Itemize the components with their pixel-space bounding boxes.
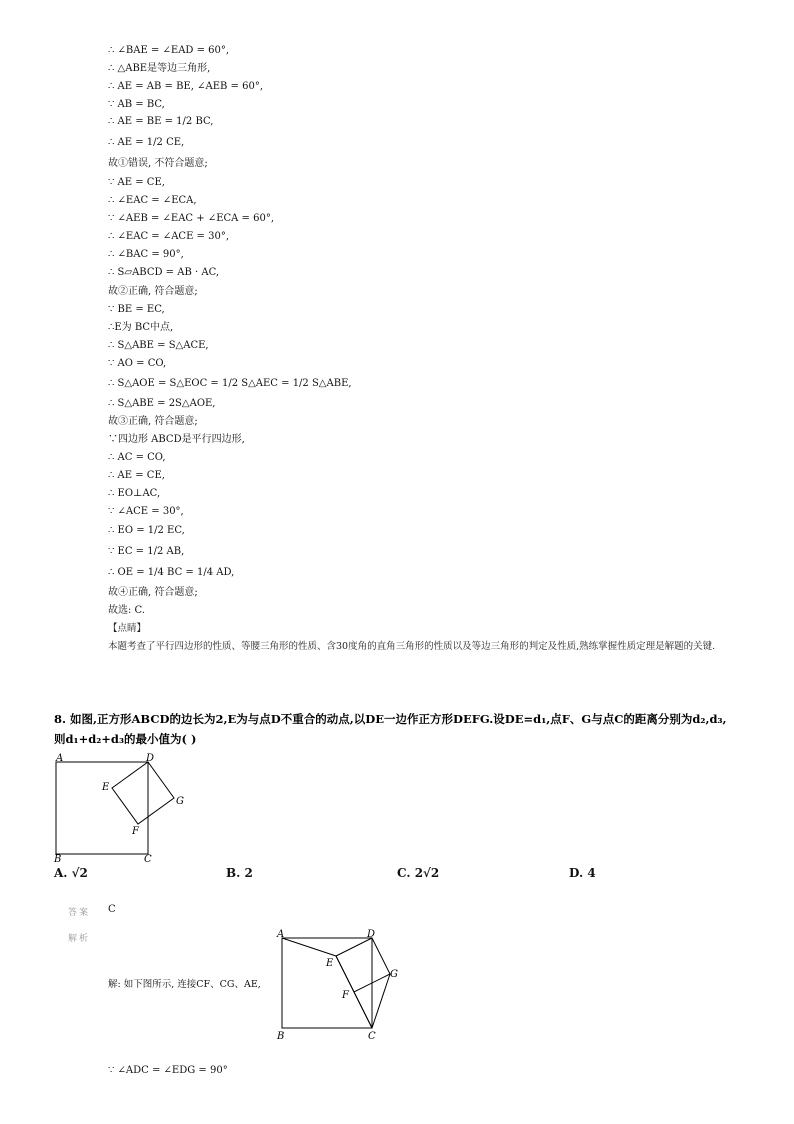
solution-line: ∴ OE = 1/4 BC = 1/4 AD, (108, 567, 235, 578)
analysis-label: 解析 (68, 934, 91, 944)
fig1-label-d: D (146, 753, 155, 764)
solution-line: ∴ AC = CO, (108, 452, 166, 463)
fig1-label-e: E (102, 782, 110, 793)
solution-line: ∵四边形 ABCD是平行四边形, (108, 434, 245, 445)
last-line: ∵ ∠ADC = ∠EDG = 90° (108, 1065, 228, 1076)
solution-line: ∵ EC = 1/2 AB, (108, 546, 185, 557)
fig1-label-c: C (144, 854, 152, 864)
solution-line: 故选: C. (108, 605, 146, 616)
solution-line: ∴ S△ABE = S△ACE, (108, 340, 209, 351)
fig2-label-g: G (390, 969, 398, 980)
solution-line: ∴ AE = CE, (108, 470, 165, 481)
solution-line: ∴ S△AOE = S△EOC = 1/2 S△AEC = 1/2 S△ABE, (108, 378, 352, 389)
solution-line: ∵ AE = CE, (108, 177, 165, 188)
fig1-label-g: G (176, 796, 184, 807)
answer-label: 答案 (68, 908, 91, 918)
fig2-label-a: A (277, 929, 285, 940)
solution-line: ∵ BE = EC, (108, 304, 165, 315)
figure-square-2 (272, 926, 402, 1044)
solution-line: ∴ ∠BAE = ∠EAD = 60°, (108, 45, 230, 56)
solution-line: 故③正确, 符合题意; (108, 416, 198, 427)
fig1-label-b: B (54, 854, 62, 864)
fig2-label-b: B (277, 1031, 285, 1042)
solution-line: ∵ AO = CO, (108, 358, 167, 369)
dianjing-label: 【点睛】 (108, 623, 147, 634)
solution-line: ∵ ∠ACE = 30°, (108, 506, 184, 517)
fig1-label-f: F (132, 826, 139, 837)
solution-line: ∴ △ABE是等边三角形, (108, 63, 211, 74)
solution-line: ∴ EO⊥AC, (108, 488, 161, 499)
solution-line: 故①错误, 不符合题意; (108, 158, 208, 169)
option-b[interactable]: B. 2 (226, 866, 253, 880)
option-a[interactable]: A. √2 (54, 866, 88, 880)
answer-value: C (108, 904, 116, 915)
solution-line: ∴ S▱ABCD = AB · AC, (108, 267, 220, 278)
figure-square-1 (50, 752, 190, 864)
solution-line: ∴ EO = 1/2 EC, (108, 525, 185, 536)
solution-line: 故②正确, 符合题意; (108, 286, 198, 297)
option-c[interactable]: C. 2√2 (397, 866, 440, 880)
solution-line: 故④正确, 符合题意; (108, 587, 198, 598)
analysis-text: 解: 如下图所示, 连接CF、CG、AE, (108, 979, 261, 990)
fig2-label-f: F (342, 990, 349, 1001)
fig2-label-d: D (367, 929, 376, 940)
fig2-label-e: E (326, 958, 334, 969)
solution-line: ∴ AE = AB = BE, ∠AEB = 60°, (108, 81, 263, 92)
solution-line: ∴ ∠BAC = 90°, (108, 249, 184, 260)
fig2-label-c: C (368, 1031, 376, 1042)
option-d[interactable]: D. 4 (569, 866, 596, 880)
solution-line: ∵ AB = BC, (108, 99, 165, 110)
solution-line: ∴ S△ABE = 2S△AOE, (108, 398, 216, 409)
fig1-label-a: A (56, 753, 64, 764)
solution-line: ∴E为 BC中点, (108, 322, 174, 333)
solution-line: ∵ ∠AEB = ∠EAC + ∠ECA = 60°, (108, 213, 275, 224)
solution-line: ∴ AE = BE = 1/2 BC, (108, 116, 214, 127)
solution-line: ∴ ∠EAC = ∠ACE = 30°, (108, 231, 230, 242)
solution-line: ∴ AE = 1/2 CE, (108, 137, 185, 148)
question-line-2: 则d₁+d₂+d₃的最小值为( ) (54, 732, 197, 746)
question-line-1: 8. 如图,正方形ABCD的边长为2,E为与点D不重合的动点,以DE一边作正方形DEFG.设DE=d₁,点F、G与点C的距离分别为d₂,d₃, (54, 712, 727, 726)
dianjing-text: 本题考查了平行四边形的性质、等腰三角形的性质、含30度角的直角三角形的性质以及等边三角形的判定及性质,熟练掌握性质定理是解题的关键. (108, 641, 716, 652)
solution-line: ∴ ∠EAC = ∠ECA, (108, 195, 197, 206)
